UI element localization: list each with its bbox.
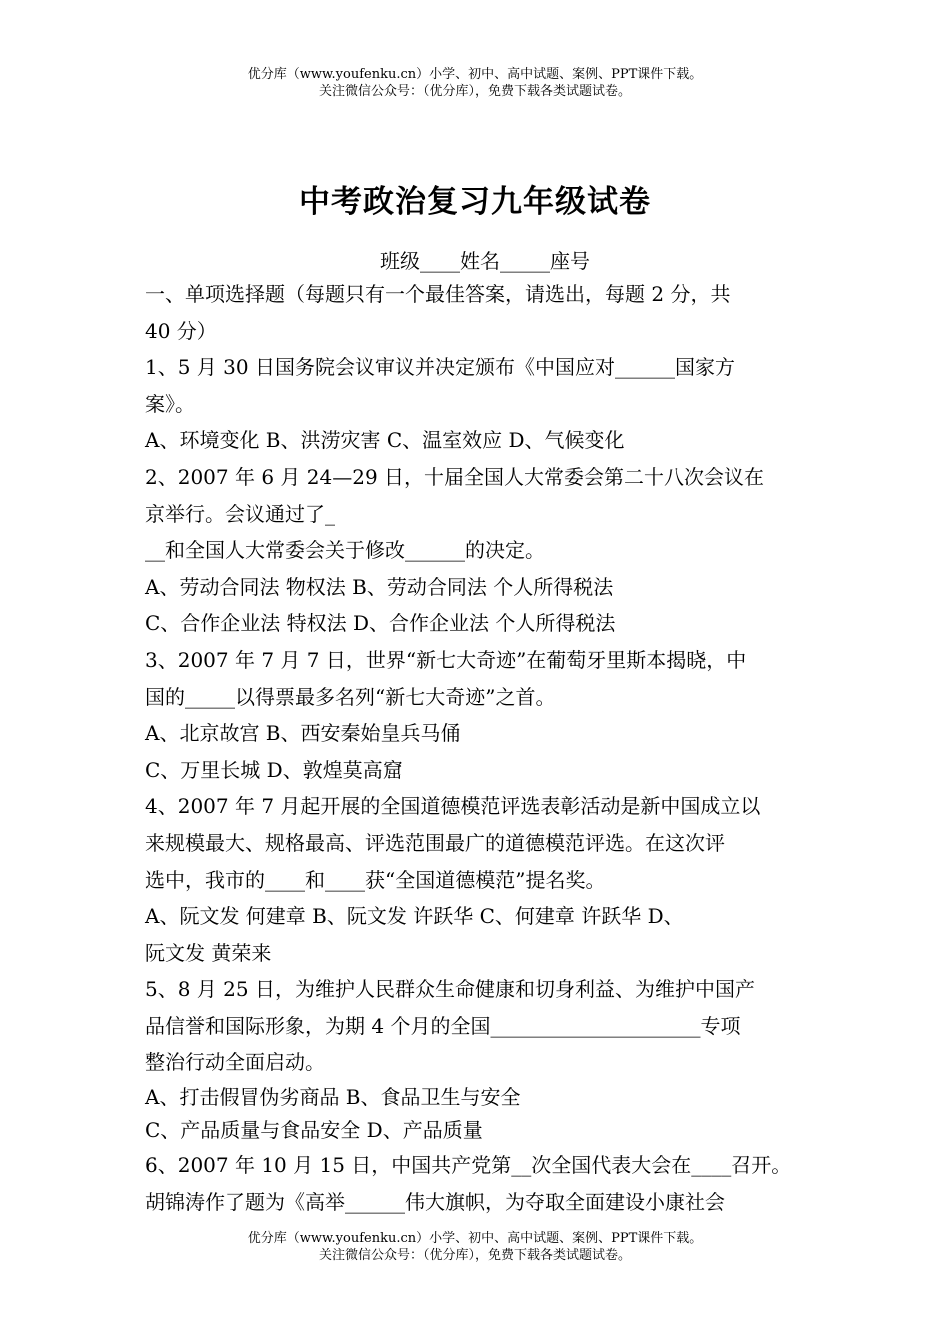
- question-1-options: A、环境变化 B、洪涝灾害 C、温室效应 D、气候变化: [145, 428, 625, 453]
- question-2-cont: __和全国人大常委会关于修改______的决定。: [145, 538, 545, 563]
- question-4: 4、2007 年 7 月起开展的全国道德模范评选表彰活动是新中国成立以: [145, 794, 761, 819]
- question-6: 6、2007 年 10 月 15 日，中国共产党第__次全国代表大会在____召开。: [145, 1153, 792, 1178]
- footer-line-1: 优分库（www.youfenku.cn）小学、初中、高中试题、案例、PPT课件下载。: [247, 1231, 703, 1246]
- question-3: 3、2007 年 7 月 7 日，世界“新七大奇迹”在葡萄牙里斯本揭晓，中: [145, 647, 747, 672]
- question-4-cont: 选中，我市的____和____获“全国道德模范”提名奖。: [145, 867, 606, 892]
- document-body: [145, 246, 825, 1220]
- student-info-line: 班级____姓名_____座号: [380, 249, 590, 273]
- page-title: 中考政治复习九年级试卷: [299, 184, 651, 220]
- page-footer: [0, 1230, 950, 1264]
- section-heading: 一、单项选择题（每题只有一个最佳答案，请选出，每题 2 分，共: [145, 282, 731, 306]
- question-2-options-cd: C、合作企业法 特权法 D、合作企业法 个人所得税法: [145, 611, 616, 636]
- question-5-cont: 品信誉和国际形象，为期 4 个月的全国_____________________专项: [145, 1013, 741, 1038]
- footer-line-2: 关注微信公众号：（优分库），免费下载各类试题试卷。: [318, 1248, 631, 1263]
- header-line-2: 关注微信公众号：（优分库），免费下载各类试题试卷。: [318, 84, 631, 99]
- question-5-cont: 整治行动全面启动。: [145, 1050, 325, 1075]
- header-line-1: 优分库（www.youfenku.cn）小学、初中、高中试题、案例、PPT课件下载。: [247, 67, 703, 82]
- question-3-options-cd: C、万里长城 D、敦煌莫高窟: [145, 757, 403, 782]
- question-4-cont: 来规模最大、规格最高、评选范围最广的道德模范评选。在这次评: [145, 830, 725, 855]
- question-2: 2、2007 年 6 月 24—29 日，十届全国人大常委会第二十八次会议在: [145, 464, 765, 489]
- question-5-options-cd: C、产品质量与食品安全 D、产品质量: [145, 1118, 483, 1143]
- page-header: [0, 66, 950, 100]
- section-heading-cont: 40 分）: [145, 318, 217, 343]
- question-2-cont: 京举行。会议通过了_: [145, 501, 335, 526]
- question-4-options: A、阮文发 何建章 B、阮文发 许跃华 C、何建章 许跃华 D、: [145, 904, 684, 929]
- question-5-options-ab: A、打击假冒伪劣商品 B、食品卫生与安全: [145, 1085, 521, 1110]
- question-3-options-ab: A、北京故宫 B、西安秦始皇兵马俑: [145, 721, 461, 746]
- question-3-cont: 国的_____以得票最多名列“新七大奇迹”之首。: [145, 684, 556, 709]
- question-1: 1、5 月 30 日国务院会议审议并决定颁布《中国应对______国家方: [145, 355, 735, 380]
- question-4-options-cont: 阮文发 黄荣来: [145, 940, 272, 965]
- question-2-options-ab: A、劳动合同法 物权法 B、劳动合同法 个人所得税法: [145, 574, 614, 599]
- question-1-cont: 案》。: [145, 391, 195, 416]
- question-5: 5、8 月 25 日，为维护人民群众生命健康和切身利益、为维护中国产: [145, 977, 755, 1002]
- question-6-cont: 胡锦涛作了题为《高举______伟大旗帜，为夺取全面建设小康社会: [145, 1189, 725, 1214]
